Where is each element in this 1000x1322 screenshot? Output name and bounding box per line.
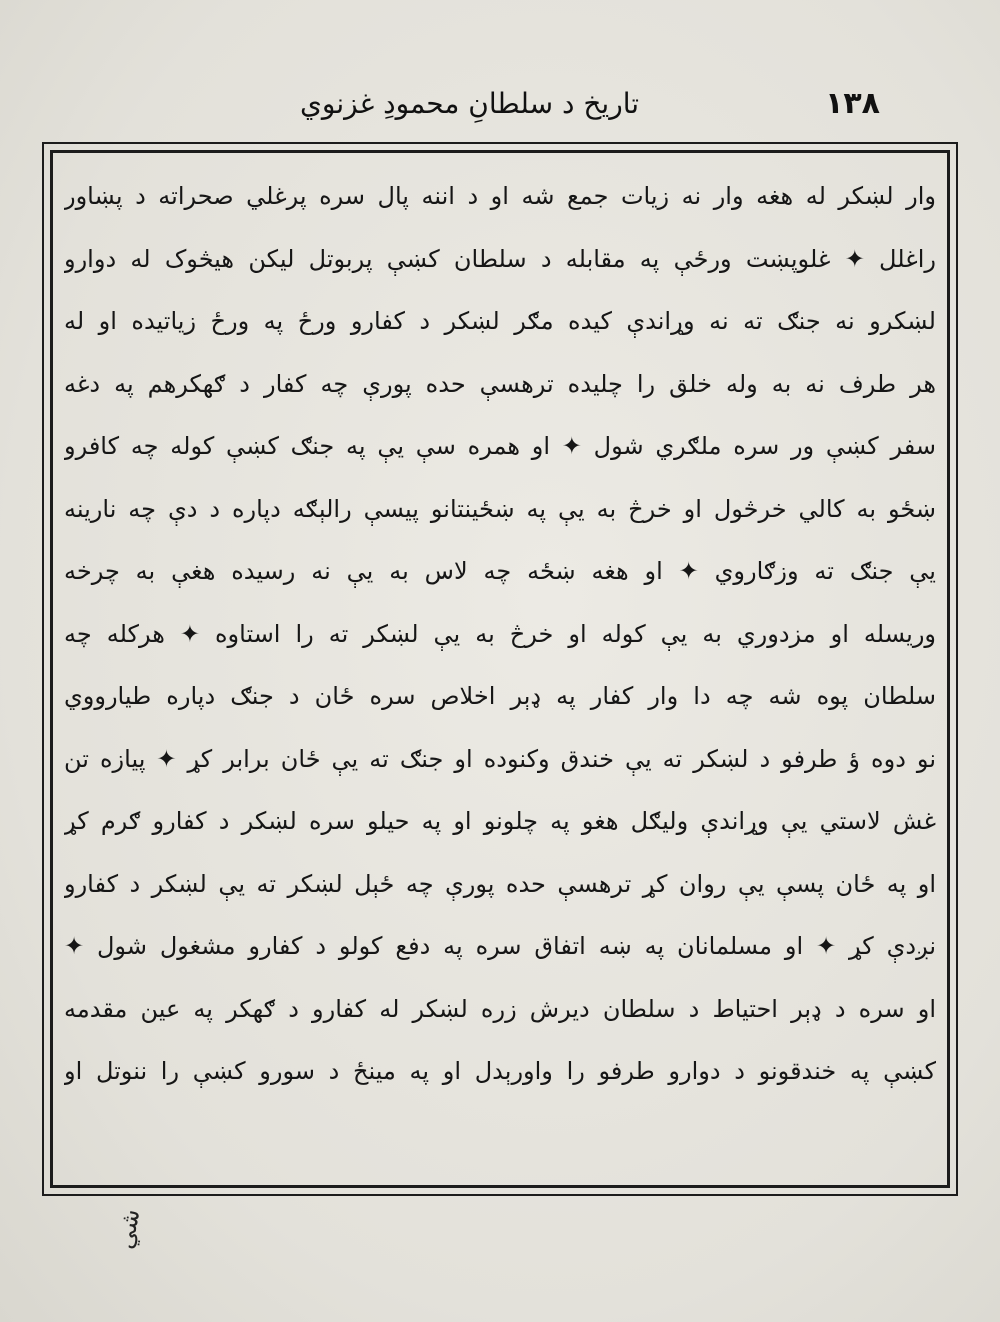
text-line [64, 978, 936, 1041]
text-line-content: يې جنګ ته وزګاروي ✦ او هغه ښځه چه لاس به يې نه رسيده هغې به چرخه [64, 557, 936, 586]
text-line-content: سفر کښې ور سره ملګري شول ✦ او همره سې يې په جنګ کښې کوله چه کافرو [64, 432, 936, 461]
catchword: شي [110, 1206, 146, 1252]
text-line [64, 540, 936, 603]
body-text-block [64, 165, 936, 1165]
text-line-content: راغلل ✦ غلوپښت ورځې په مقابله د سلطان کښې پربوتل ليکن هيڅوک له دوارو [64, 244, 936, 273]
text-line [64, 665, 936, 728]
text-line-content: هر طرف نه به وله خلق را چليده ترهسې حده پورې چه کفار د ګهکرهم په دغه [64, 369, 936, 398]
text-line [64, 915, 936, 978]
text-line-content: ښځو به کالي خرڅول او خرڅ به يې په ښځينتانو پيسې رالېګه دپاره د دې چه نارينه [64, 494, 936, 523]
text-line-content: نو دوه ؤ طرفو د لښکر ته يې خندق وکنوده او جنګ ته يې ځان برابر کړ ✦ پيازه تن [64, 744, 936, 773]
text-line [64, 165, 936, 228]
text-line [64, 290, 936, 353]
page-number: ١٣٨ [825, 85, 880, 121]
text-line-content: او په ځان پسې يې روان کړ ترهسې حده پورې چه ځېل لښکر ته يې لښکر د کفارو [64, 869, 936, 898]
text-line [64, 790, 936, 853]
text-line [64, 228, 936, 291]
text-line [64, 1040, 936, 1103]
text-line [64, 853, 936, 916]
text-line-content: لښکرو نه جنګ ته نه وړاندې کيده مګر لښکر د کفارو ورځ په ورځ زياتيده او له [64, 307, 936, 336]
page-header [300, 78, 880, 128]
text-line-content: وار لښکر له هغه وار نه زيات جمع شه او د اننه پال سره پرغلي صحراته د پښاور [64, 182, 936, 211]
text-line [64, 353, 936, 416]
text-line-content: او سره د ډېر احتياط د سلطان ديرش زره لښکر له کفارو د ګهکر په عين مقدمه [64, 994, 936, 1023]
text-line-content: نږدې کړ ✦ او مسلمانان په ښه اتفاق سره په دفع کولو د کفارو مشغول شول ✦ [64, 932, 936, 961]
text-line [64, 478, 936, 541]
text-line-content: غش لاستي يې وړاندې وليګل هغو په چلونو او په حيلو سره لښکر د کفارو ګرم کړ [64, 807, 936, 836]
text-line-content: وريسله او مزدوري به يې کوله او خرڅ به يې لښکر ته را استاوه ✦ هرکله چه [64, 619, 936, 648]
text-line [64, 603, 936, 666]
text-line-content: کښې په خندقونو د دوارو طرفو را واورېدل او په مينځ د سورو کښې را ننوتل او [64, 1057, 936, 1086]
text-line [64, 415, 936, 478]
text-line-content: سلطان پوه شه چه دا وار کفار په ډېر اخلاص سره ځان د جنګ دپاره طيارووي [64, 682, 936, 711]
text-line [64, 728, 936, 791]
running-title: تاريخ د سلطانِ محمودِ غزنوي [300, 86, 640, 120]
